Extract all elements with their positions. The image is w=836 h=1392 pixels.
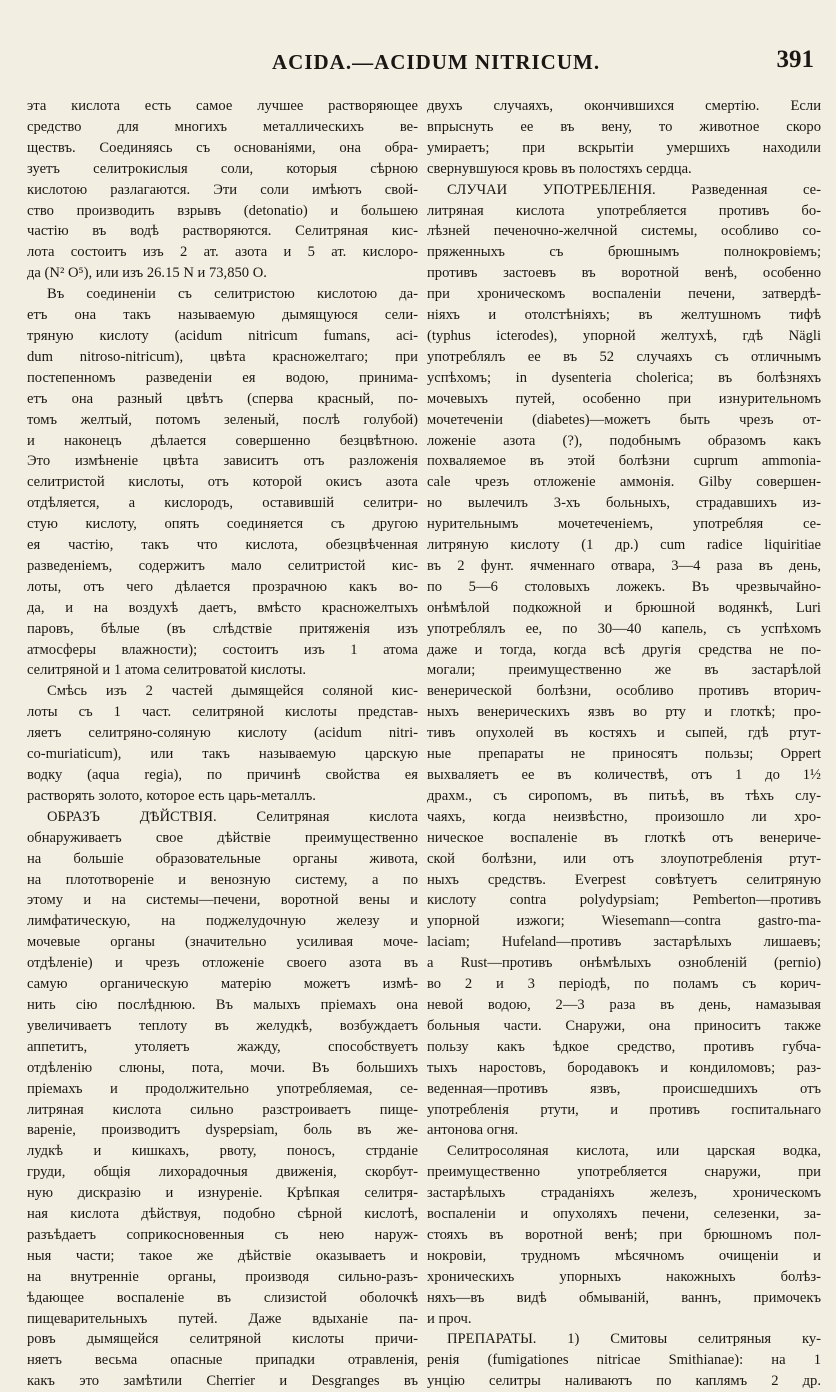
text-line: пряженныхъ съ брюшнымъ полнокровіемъ; [427, 244, 821, 261]
text-line: двухъ случаяхъ, окончившихся смертію. Если [427, 98, 821, 114]
text-line: но вылечилъ 3-хъ больныхъ, страдавшихъ из- [427, 495, 821, 512]
text-line: нокровіи, трудномъ мѣсячномъ очищеніи и [427, 1247, 821, 1264]
text-line: литряная кислота сильно разстроиваетъ пище- [27, 1101, 418, 1118]
text-line: ровъ дымящейся селитряной кислоты причи- [27, 1331, 418, 1348]
text-line: разведеніемъ, содержитъ мало селитристой кис- [27, 557, 418, 574]
text-line: отдѣленіе) и чрезъ отложеніе своего азота въ [27, 955, 418, 972]
text-line: етъ она разный цвѣтъ (сперва красный, по- [27, 390, 418, 407]
left-text-column [27, 96, 418, 1392]
text-line: чаяхъ, когда неизвѣстно, произошло ли хро- [427, 808, 821, 825]
text-line: ныя части; такое же дѣйствіе оказываетъ и [27, 1247, 418, 1264]
text-line: этому и на системы—печени, воротной вены и [27, 892, 418, 909]
text-line: ляетъ селитряно-соляную кислоту (acidum nitri- [27, 725, 418, 742]
text-line: кислоту contra polydypsiam; Pemberton—противъ [427, 892, 821, 909]
text-line: ные препараты не приносятъ пользы; Oppert [427, 746, 821, 763]
text-line: тивъ опухолей въ костяхъ и сыпей, гдѣ ртут- [427, 725, 821, 742]
text-line: успѣхомъ; in dysenteria cholerica; въ болѣзняхъ [427, 369, 821, 386]
text-line: водку (aqua regia), по причинѣ свойства ея [27, 767, 418, 783]
text-line: мочевые органы (значительно усиливая моче- [27, 934, 418, 951]
text-line: пріемахъ и продолжительно употребляемая, се- [27, 1080, 418, 1097]
text-line: ской болѣзни, или отъ злоупотребленія ртут- [427, 850, 821, 867]
text-line: свернувшуюся кровь въ полостяхъ сердца. [427, 160, 692, 177]
text-line: (typhus icterodes), упорной желтухѣ, гдѣ Nägli [427, 327, 821, 344]
text-line: груди, общія лихорадочныя движенія, скорбут- [27, 1164, 418, 1181]
text-line: унцію селитры наливаютъ по каплямъ 2 др. [427, 1373, 821, 1390]
text-line: даже и тогда, когда всѣ другія средства не по- [427, 641, 821, 658]
text-line: паровъ, бѣлые (въ слѣдствіе притяженія изъ [27, 620, 418, 637]
text-line: воспаленіи и опухоляхъ печени, селезенки, за- [427, 1206, 821, 1223]
text-line: впрыснуть ее въ вену, то животное скоро [427, 118, 821, 135]
text-line: тыхъ наростовъ, бородавокъ и кондиломовъ; раз- [427, 1059, 821, 1076]
text-line: похваляемое въ этой болѣзни cuprum ammonia- [427, 453, 821, 470]
text-line: употреблялъ ее въ 52 случаяхъ съ отличнымъ [427, 348, 821, 365]
text-line: разъѣдаетъ соприкосновенныя съ нею наруж- [27, 1226, 418, 1243]
text-line: кислотою разлагаются. Эти соли имѣютъ свой- [27, 181, 418, 198]
text-line: литряная кислота употребляется противъ бо- [427, 202, 821, 219]
text-line: лѣзней печеночно-желчной системы, особливо со- [427, 223, 821, 240]
text-line: по 5—6 столовыхъ ложекъ. Въ чрезвычайно- [427, 578, 821, 595]
text-line: на внутренніе органы, производя сильно-разъ- [27, 1268, 418, 1285]
text-line: ныхъ средствъ. Everpest совѣтуетъ селитряную [427, 871, 821, 888]
text-line: на плототвореніе и венозную систему, а по [27, 871, 418, 888]
text-line: Въ соединеніи съ селитристою кислотою да- [47, 286, 418, 303]
text-line: ную дискразію и изнуреніе. Крѣпкая селитря- [27, 1185, 418, 1202]
text-line: могали; преимущественно же въ застарѣлой [427, 662, 821, 679]
text-line: СЛУЧАИ УПОТРЕБЛЕНІЯ. Разведенная се- [447, 181, 821, 198]
text-line: ея частію, такъ что кислота, обезцвѣченная [27, 537, 418, 554]
text-line: ПРЕПАРАТЫ. 1) Смитовы селитряныя ку- [447, 1331, 821, 1348]
text-line: пользу какъ ѣдкое средство, противъ губча- [427, 1038, 821, 1055]
text-line: ренія (fumigationes nitricae Smithianae): на 1 [427, 1352, 821, 1369]
text-line: умираетъ; при вскрытіи умершихъ находили [427, 139, 821, 156]
text-line: няетъ весьма опасные припадки отравленія, [27, 1352, 418, 1369]
text-line: ложеніе азота (?), подобнымъ образомъ какъ [427, 432, 821, 449]
text-line: ОБРАЗЪ ДѢЙСТВІЯ. Селитряная кислота [47, 808, 418, 825]
text-line: употреблялъ ее, по 30—40 капель, съ успѣхомъ [427, 620, 821, 637]
text-line: a Rust—противъ онѣмѣлыхъ ознобленій (pernio) [427, 955, 821, 972]
text-line: тряную кислоту (acidum nitricum fumans, aci- [27, 327, 418, 344]
text-line: селитристой кислоты, отъ которой окисъ азота [27, 474, 418, 491]
text-line: на большіе образовательные органы живота, [27, 850, 418, 867]
text-line: какъ это замѣтили Cherrier и Desgranges въ [27, 1373, 418, 1390]
text-line: ныхъ венерическихъ язвъ во рту и глоткѣ; про- [427, 704, 821, 721]
text-line: да, и на воздухѣ даетъ, вмѣсто красножелтыхъ [27, 599, 418, 616]
text-line: отдѣляется, а кислородъ, оставившій селитри- [27, 495, 418, 512]
text-line: етъ она такъ называемую дымящуюся сели- [27, 307, 418, 324]
text-line: селитряной и 1 атома селитроватой кислоты. [27, 662, 307, 679]
text-line: co-muriaticum), или такъ называемую царскую [27, 746, 418, 763]
running-title: ACIDA.—ACIDUM NITRICUM. [272, 50, 601, 74]
text-line: нурительнымъ мочетеченіемъ, употребляя се- [427, 516, 821, 533]
text-line: при хроническомъ воспаленіи печени, затвердѣ- [427, 286, 821, 303]
text-line: ществъ. Соединяясь съ основаніями, она обра- [27, 139, 418, 156]
text-line: ная кислота дѣйствуя, подобно сѣрной кислотѣ, [27, 1206, 418, 1223]
text-line: dum nitroso-nitricum), цвѣта красножелтаго; при [27, 348, 418, 365]
page-header [0, 44, 836, 80]
text-line: употребленія ртути, и противъ госпитальнаго [427, 1101, 821, 1118]
text-line: лота состоитъ изъ 2 ат. азота и 5 ат. кислоро- [27, 244, 418, 261]
text-line: самую органическую матерію можетъ измѣ- [27, 976, 418, 993]
text-line: увеличиваетъ теплоту въ желудкѣ, возбуждаетъ [27, 1017, 418, 1034]
text-line: больныя части. Снаружи, она приноситъ также [427, 1017, 821, 1034]
text-line: томъ желтый, потомъ зеленый, послѣ голубой) [27, 411, 418, 428]
text-line: постепенномъ разведеніи ея водою, принима- [27, 369, 418, 386]
text-line: преимущественно употребляется снаружи, при [427, 1164, 821, 1181]
text-line: пищеварительныхъ путей. Даже вдыханіе па- [27, 1310, 418, 1327]
text-line: эта кислота есть самое лучшее растворяющее [27, 98, 418, 114]
text-line: атмосферы влажности); состоитъ изъ 1 атома [27, 641, 418, 658]
text-line: ніяхъ и отолстѣніяхъ; въ желтушномъ тифѣ [427, 307, 821, 324]
text-line: нить сію послѣднюю. Въ малыхъ пріемахъ она [27, 996, 418, 1013]
text-line: laciam; Hufeland—противъ застарѣлыхъ лишаевъ; [427, 934, 821, 951]
text-line: Смѣсь изъ 2 частей дымящейся соляной кис- [47, 683, 418, 700]
text-line: аппетитъ, утоляетъ жажду, способствуетъ [27, 1038, 418, 1055]
text-line: cale чрезъ отложеніе аммонія. Gilby совершен- [427, 474, 821, 491]
text-line: вареніе, производитъ dyspepsiam, боль въ же- [27, 1122, 418, 1139]
text-line: ѣдающее воспаленіе въ слизистой оболочкѣ [27, 1289, 418, 1306]
text-line: литряную кислоту (1 др.) cum radice liquiritiae [427, 537, 821, 554]
text-line: стую кислоту, опять соединяется съ другою [27, 516, 418, 533]
text-line: лудкѣ и кишкахъ, рвоту, поносъ, стрданіе [27, 1143, 418, 1160]
text-line: застарѣлыхъ страданіяхъ железъ, хроническомъ [427, 1185, 821, 1202]
right-text-column [427, 96, 821, 1392]
text-line: лоты, отъ чего дѣлается прозрачною какъ во- [27, 578, 418, 595]
text-line: отдѣленію слюны, пота, мочи. Въ большихъ [27, 1059, 418, 1076]
text-line: мочетеченіи (diabetes)—можетъ быть чрезъ от- [427, 411, 821, 428]
text-line: хроническихъ упорныхъ накожныхъ болѣз- [427, 1268, 821, 1285]
text-line: и проч. [427, 1310, 472, 1327]
text-line: противъ застоевъ въ воротной венѣ, особенно [427, 265, 821, 282]
text-line: мочевыхъ путей, особенно при изнурительномъ [427, 390, 821, 407]
text-line: няхъ—въ видѣ обмываній, ваннъ, примочекъ [427, 1289, 821, 1306]
text-line: въ 2 фунт. ячменнаго отвара, 3—4 раза въ день, [427, 557, 821, 574]
text-line: упорной изжоги; Wiesemann—contra gastro-ma- [427, 913, 821, 930]
text-line: частію въ водѣ растворяются. Селитряная кис- [27, 223, 418, 240]
text-line: обнаруживаетъ свое дѣйствіе преимущественно [27, 829, 418, 846]
text-line: лоты съ 1 част. селитряной кислоты представ- [27, 704, 418, 721]
text-line: Селитросоляная кислота, или царская водка, [447, 1143, 821, 1160]
text-line: онѣмѣлой подкожной и брюшной водянкѣ, Luri [427, 599, 821, 616]
text-line: ническое воспаленіе въ глоткѣ отъ венериче- [427, 829, 821, 846]
text-line: венерической болѣзни, особливо противъ вторич- [427, 683, 821, 700]
text-line: лимфатическую, на поджелудочную железу и [27, 913, 418, 930]
text-line: веденная—противъ язвъ, происшедшихъ отъ [427, 1080, 821, 1097]
text-line: растворять золото, которое есть царь-металлъ. [27, 787, 316, 804]
text-line: невой водою, 2—3 раза въ день, намазывая [427, 996, 821, 1013]
text-line: средство для многихъ металлическихъ ве- [27, 118, 418, 135]
text-line: антонова огня. [427, 1122, 519, 1139]
text-line: и наконецъ дѣлается совершенно безцвѣтною. [27, 432, 418, 449]
text-line: Это измѣненіе цвѣта зависитъ отъ разложенія [27, 453, 418, 470]
text-line: да (N² O⁵), или изъ 26.15 N и 73,850 O. [27, 265, 267, 282]
text-line: во 2 и 3 періодѣ, по поламъ съ корич- [427, 976, 821, 993]
text-line: ство производить взрывъ (detonatio) и большею [27, 202, 418, 219]
text-line: стояхъ въ воротной венѣ; при брюшномъ пол- [427, 1226, 821, 1243]
text-line: выхваляетъ ее въ количествѣ, отъ 1 до 1½ [427, 767, 821, 783]
page-number: 391 [776, 46, 814, 73]
text-line: зуетъ селитрокислыя соли, которыя сѣрною [27, 160, 418, 177]
text-line: драхм., съ сиропомъ, въ питьѣ, въ тѣхъ слу- [427, 787, 821, 804]
